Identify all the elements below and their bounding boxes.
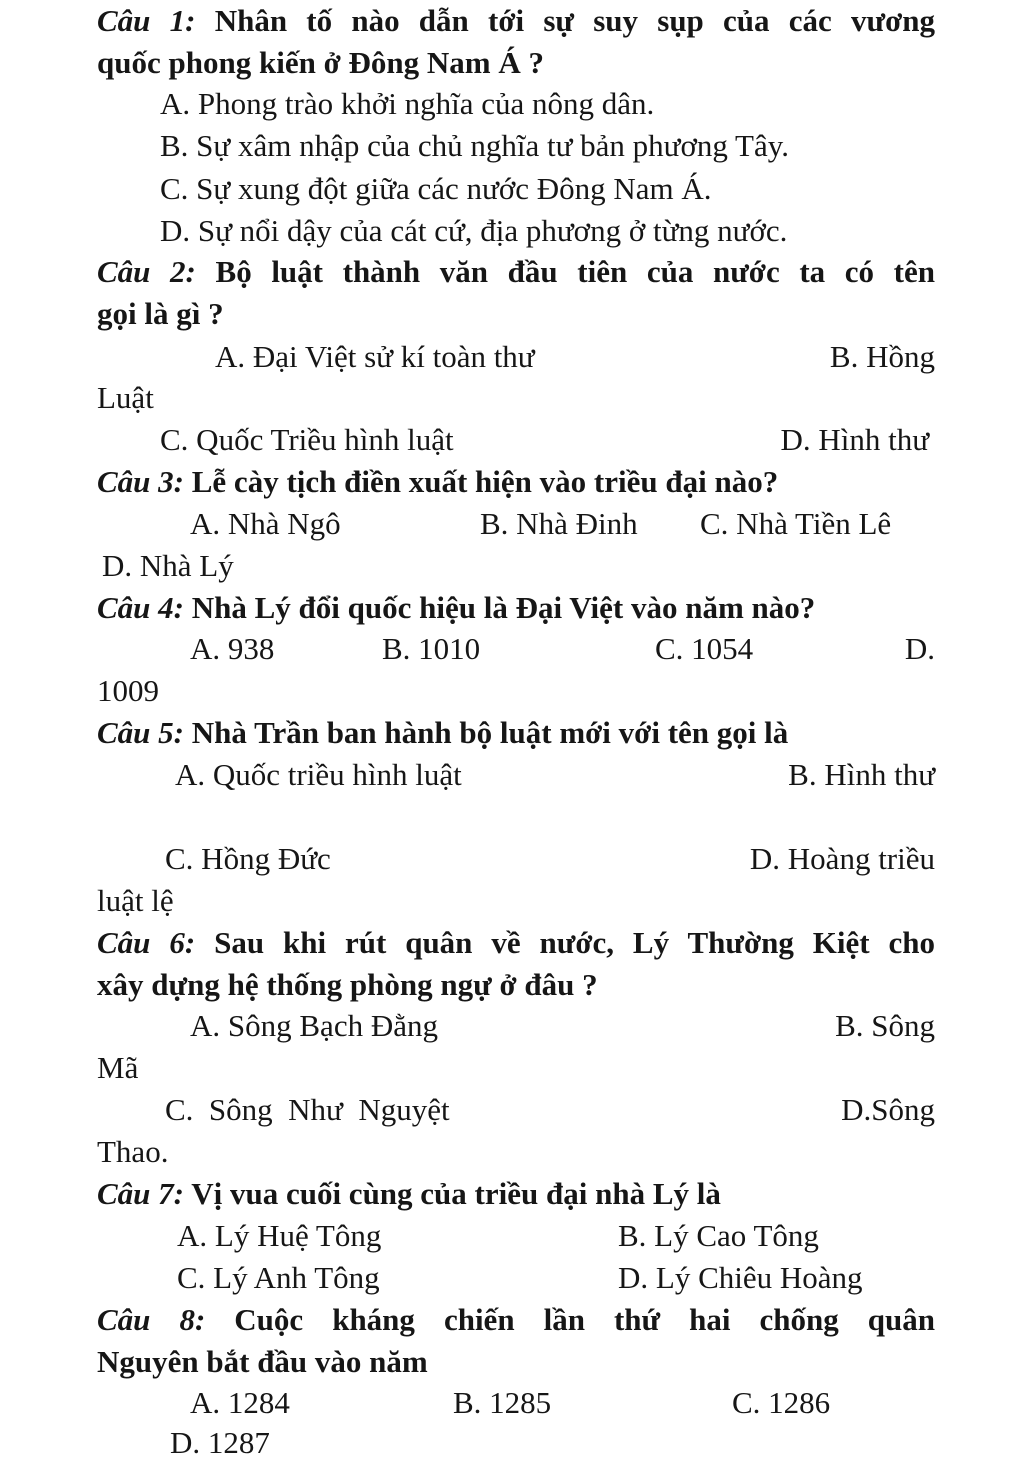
question-2-option-c: C. Quốc Triều hình luật xyxy=(160,422,454,457)
question-6-label: Câu 6: xyxy=(97,925,196,960)
question-3-line-1 xyxy=(97,463,778,501)
question-3-option-b: B. Nhà Đinh xyxy=(480,506,638,541)
question-5-line-1 xyxy=(97,714,788,752)
question-2-text: Bộ luật thành văn đầu tiên của nước ta có tên xyxy=(215,254,936,289)
question-2-option-b-cont: Luật xyxy=(97,380,154,415)
question-7-text: Vị vua cuối cùng của triều đại nhà Lý là xyxy=(191,1176,721,1211)
question-1-line-2: quốc phong kiến ở Đông Nam Á ? xyxy=(97,45,544,80)
question-1-text: Nhân tố nào dẫn tới sự suy sụp của các vương xyxy=(214,3,936,38)
question-7-label: Câu 7: xyxy=(97,1176,184,1211)
question-6-option-d-cont: Thao. xyxy=(97,1134,169,1169)
question-2-option-b: B. Hồng xyxy=(829,339,935,374)
question-5-option-c: C. Hồng Đức xyxy=(165,841,331,876)
question-5-label: Câu 5: xyxy=(97,715,184,750)
question-8-option-d: D. 1287 xyxy=(170,1425,270,1460)
question-3-option-c: C. Nhà Tiền Lê xyxy=(700,506,892,541)
question-7-line-1 xyxy=(97,1175,721,1213)
question-6-option-c: C. Sông Như Nguyệt xyxy=(165,1092,450,1127)
question-1-option-d: D. Sự nổi dậy của cát cứ, địa phương ở từng nước. xyxy=(160,213,788,248)
question-8-line-2: Nguyên bắt đầu vào năm xyxy=(97,1344,428,1379)
question-7-option-b: B. Lý Cao Tông xyxy=(618,1218,819,1253)
question-7-option-a: A. Lý Huệ Tông xyxy=(177,1218,382,1253)
question-4-option-d-cont: 1009 xyxy=(97,673,159,708)
question-2-line-1 xyxy=(97,253,935,291)
question-8-line-1 xyxy=(97,1301,935,1339)
question-2-line-2: gọi là gì ? xyxy=(97,296,224,331)
question-3-label: Câu 3: xyxy=(97,464,184,499)
question-8-label: Câu 8: xyxy=(97,1302,206,1337)
question-3-option-d: D. Nhà Lý xyxy=(102,548,234,583)
question-4-option-c: C. 1054 xyxy=(655,631,754,666)
question-2-label: Câu 2: xyxy=(97,254,196,289)
question-6-option-d: D.Sông xyxy=(841,1092,935,1127)
question-3-option-a: A. Nhà Ngô xyxy=(190,506,341,541)
question-5-option-d: D. Hoàng triều xyxy=(749,841,935,876)
question-5-text: Nhà Trần ban hành bộ luật mới với tên gọi là xyxy=(191,715,789,750)
question-5-option-a: A. Quốc triều hình luật xyxy=(175,757,462,792)
question-4-text: Nhà Lý đổi quốc hiệu là Đại Việt vào năm nào? xyxy=(191,590,816,625)
question-1-option-c: C. Sự xung đột giữa các nước Đông Nam Á. xyxy=(160,171,712,206)
question-4-option-d: D. xyxy=(904,631,935,666)
question-7-option-c: C. Lý Anh Tông xyxy=(177,1260,380,1295)
question-4-line-1 xyxy=(97,589,815,627)
question-8-text: Cuộc kháng chiến lần thứ hai chống quân xyxy=(234,1302,936,1337)
question-3-text: Lễ cày tịch điền xuất hiện vào triều đại nào? xyxy=(191,464,779,499)
question-4-option-b: B. 1010 xyxy=(382,631,481,666)
question-4-label: Câu 4: xyxy=(97,590,184,625)
question-1-option-a: A. Phong trào khởi nghĩa của nông dân. xyxy=(160,86,655,121)
question-5-option-d-cont: luật lệ xyxy=(97,883,174,918)
question-1-option-b: B. Sự xâm nhập của chủ nghĩa tư bản phương Tây. xyxy=(160,128,789,163)
question-6-option-a: A. Sông Bạch Đằng xyxy=(190,1008,438,1043)
question-6-option-b: B. Sông xyxy=(835,1008,935,1043)
question-5-option-b: B. Hình thư xyxy=(788,757,935,792)
question-1-label: Câu 1: xyxy=(97,3,196,38)
question-1-line-1 xyxy=(97,2,935,40)
question-6-line-1 xyxy=(97,924,935,962)
question-6-option-b-cont: Mã xyxy=(97,1050,139,1085)
question-2-option-d: D. Hình thư xyxy=(780,422,929,457)
question-8-option-c: C. 1286 xyxy=(732,1385,831,1420)
question-8-option-a: A. 1284 xyxy=(190,1385,290,1420)
question-6-text: Sau khi rút quân về nước, Lý Thường Kiệt cho xyxy=(214,925,936,960)
question-6-line-2: xây dựng hệ thống phòng ngự ở đâu ? xyxy=(97,967,598,1002)
question-8-option-b: B. 1285 xyxy=(453,1385,552,1420)
question-4-option-a: A. 938 xyxy=(190,631,275,666)
question-2-option-a: A. Đại Việt sử kí toàn thư xyxy=(215,339,535,374)
question-7-option-d: D. Lý Chiêu Hoàng xyxy=(618,1260,863,1295)
